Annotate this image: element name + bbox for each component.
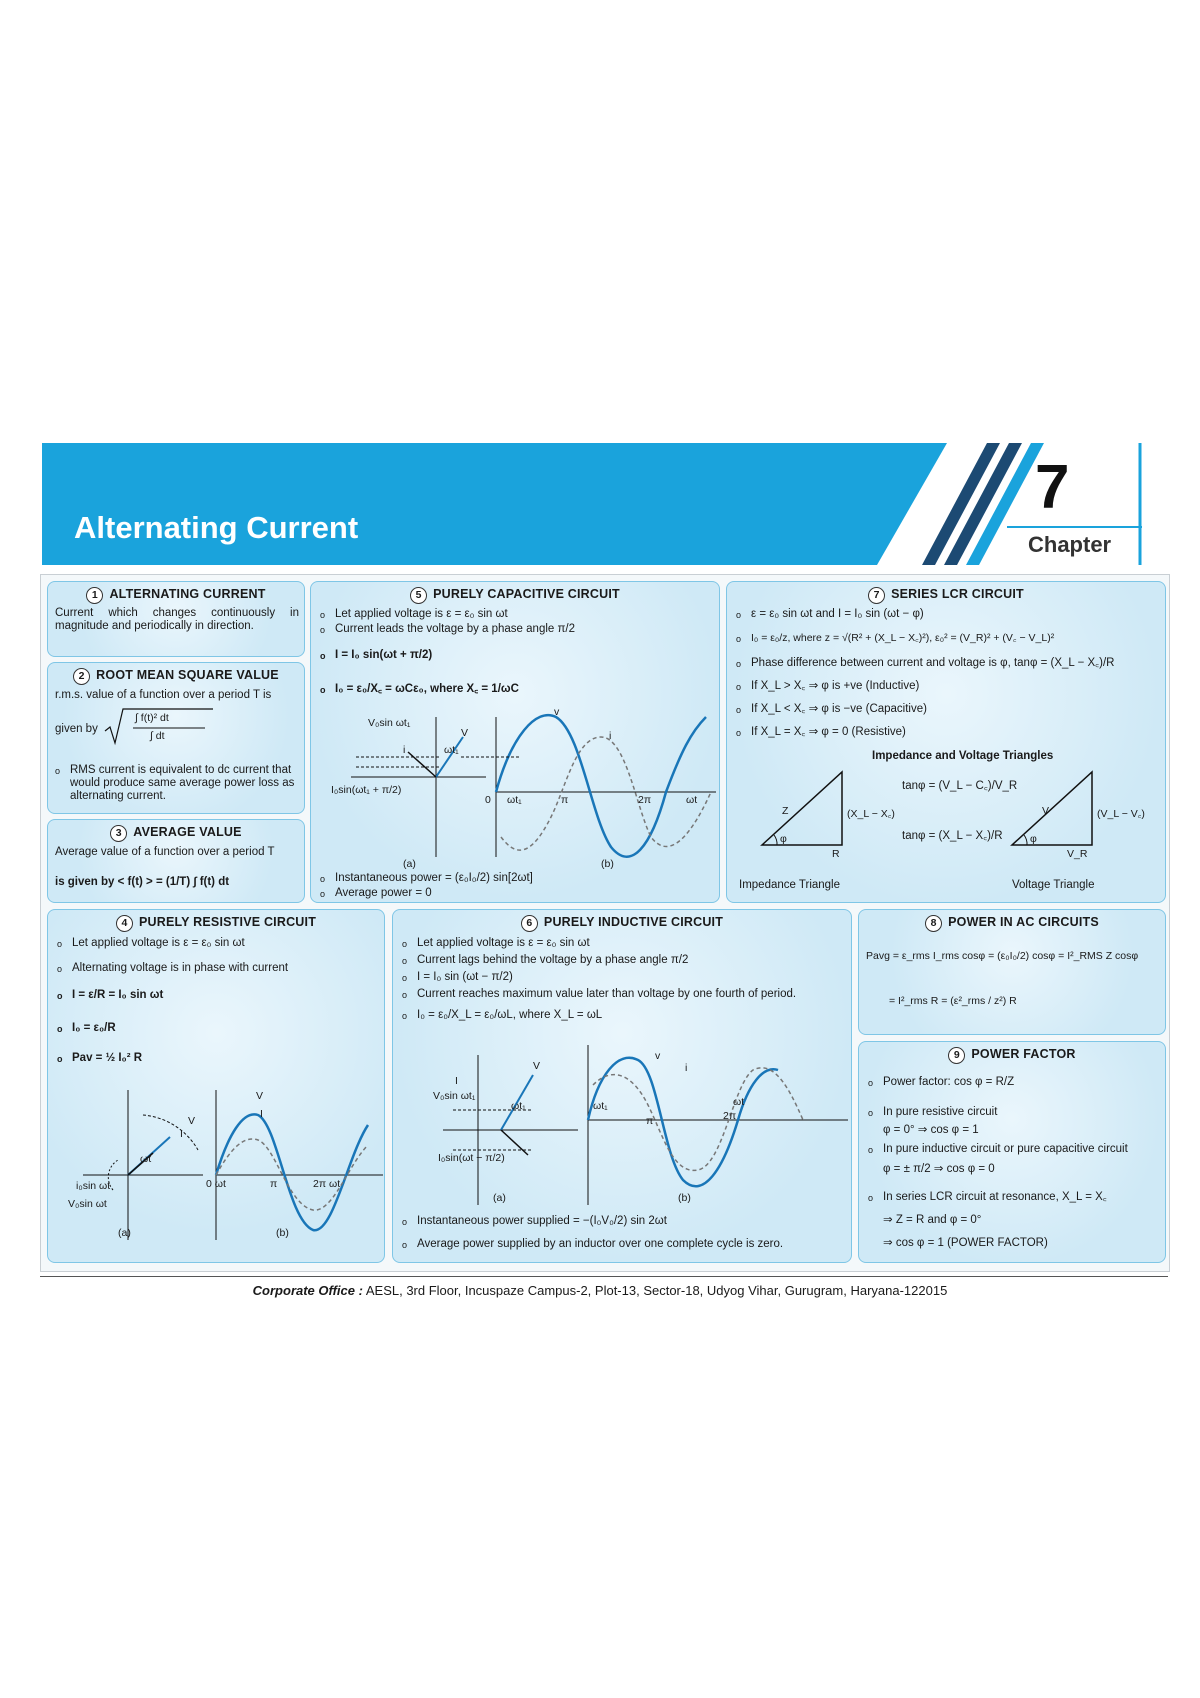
average-formula: is given by < f(t) > = (1/T) ∫ f(t) dt <box>55 876 230 888</box>
section-heading: 4 PURELY RESISTIVE CIRCUIT <box>48 915 384 932</box>
cap-label-b: (b) <box>601 858 614 870</box>
section-heading: 1 ALTERNATING CURRENT <box>48 587 304 604</box>
cap-bullet-5: o Instantaneous power = (ε₀I₀/2) sin[2ωt] <box>335 872 533 885</box>
cap-label-vsin: V₀sin ωt₁ <box>368 717 411 729</box>
cap-label-v: V <box>461 727 469 739</box>
footer-label: Corporate Office : <box>252 1283 363 1298</box>
ind-label-a: (a) <box>493 1192 506 1204</box>
section-alternating-current <box>47 581 305 657</box>
rms-bullet: o RMS current is equivalent to dc current that would produce same average power loss as alternating current. <box>70 764 298 803</box>
section-rms-value <box>47 662 305 814</box>
footer-divider <box>40 1276 1168 1277</box>
cap-bullet-3: o I = I₀ sin(ωt + π/2) <box>335 649 432 662</box>
section-series-lcr <box>726 581 1166 903</box>
tri-vlvc: (V_L − V꜀) <box>1097 808 1145 820</box>
cap-label-a: (a) <box>403 858 416 870</box>
chapter-number: 7 <box>1035 453 1070 522</box>
section-resistive-circuit <box>47 909 385 1263</box>
res-bullet-4: o I₀ = ε₀/R <box>72 1022 116 1035</box>
power-formula-1: Pavg = ε_rms I_rms cosφ = (ε₀I₀/2) cosφ = I²_RMS Z cosφ <box>866 950 1139 962</box>
res-label-i1: I <box>260 1108 263 1120</box>
section-heading: 8 POWER IN AC CIRCUITS <box>859 915 1165 932</box>
lcr-bullet-4: o If X_L > X꜀ ⇒ φ is +ve (Inductive) <box>751 680 919 693</box>
ind-label-arrow-i: I <box>455 1075 458 1087</box>
section-capacitive-circuit <box>310 581 720 903</box>
section-heading: 3 AVERAGE VALUE <box>48 825 304 842</box>
lcr-bullet-6: o If X_L = X꜀ ⇒ φ = 0 (Resistive) <box>751 726 906 739</box>
ind-label-wt: ωt <box>733 1096 745 1108</box>
cap-label-zero: 0 <box>485 794 491 806</box>
res-label-i0sin: i₀sin ωt <box>76 1180 111 1192</box>
rms-numerator: ∫ f(t)² dt <box>135 712 169 724</box>
power-formula-2: = I²_rms R = (ε²_rms / z²) R <box>889 995 1017 1007</box>
rms-denominator: ∫ dt <box>150 730 165 742</box>
lcr-bullet-2: o I₀ = ε₀/z, where z = √(R² + (X_L − X꜀)²), ε₀² = (V_R)² + (V꜀ − V_L)² <box>751 632 1054 645</box>
res-label-v1: V <box>256 1090 264 1102</box>
pf-bullet-4a: ⇒ Z = R and φ = 0° <box>883 1214 982 1226</box>
section-power-factor <box>858 1041 1166 1263</box>
section-heading: 9 POWER FACTOR <box>859 1047 1165 1064</box>
ind-label-v: v <box>655 1050 661 1062</box>
ind-bullet-5: o I₀ = ε₀/X_L = ε₀/ωL, where X_L = ωL <box>417 1009 602 1022</box>
lcr-tan-1: tanφ = (V_L − C꜀)/V_R <box>902 780 1018 792</box>
res-label-pi: π <box>270 1178 278 1190</box>
cap-label-wt1: ωt₁ <box>444 744 459 756</box>
res-label-i2: I <box>180 1128 183 1140</box>
voltage-triangle-label: Voltage Triangle <box>1012 879 1095 891</box>
tri-vr: V_R <box>1067 848 1088 860</box>
cap-bullet-2: o Current leads the voltage by a phase angle π/2 <box>335 623 575 636</box>
section-power-ac <box>858 909 1166 1035</box>
ind-label-isin: I₀sin(ωt − π/2) <box>438 1152 505 1164</box>
res-bullet-5: o Pav = ½ I₀² R <box>72 1052 142 1065</box>
ind-label-wt1b: ωt₁ <box>593 1100 608 1112</box>
rms-definition: r.m.s. value of a function over a period T is <box>55 689 272 701</box>
pf-bullet-2a: φ = 0° ⇒ cos φ = 1 <box>883 1124 979 1136</box>
pf-bullet-3: o In pure inductive circuit or pure capacitive circuit <box>883 1143 1128 1156</box>
ind-bullet-2: o Current lags behind the voltage by a phase angle π/2 <box>417 954 688 967</box>
resistive-diagram <box>48 1075 385 1245</box>
cap-label-wt: ωt <box>686 794 698 806</box>
rms-given-by: given by <box>55 723 98 735</box>
tri-z: Z <box>782 805 789 817</box>
res-label-a: (a) <box>118 1227 131 1239</box>
chapter-label: Chapter <box>1028 532 1112 557</box>
res-label-v0sin: V₀sin ωt <box>68 1198 107 1210</box>
cap-label-i: i <box>403 744 406 756</box>
ind-bullet-3: o I = I₀ sin (ωt − π/2) <box>417 971 513 984</box>
tri-xlxc: (X_L − X꜀) <box>847 808 895 820</box>
cap-label-wt1b: ωt₁ <box>507 794 522 806</box>
ind-label-2pi: 2π <box>723 1110 737 1122</box>
cap-label-pi: π <box>561 794 569 806</box>
ind-label-i: i <box>685 1062 688 1074</box>
section-heading: 5 PURELY CAPACITIVE CIRCUIT <box>311 587 719 604</box>
lcr-bullet-1: o ε = ε₀ sin ωt and I = I₀ sin (ωt − φ) <box>751 608 924 621</box>
cap-bullet-4: o I₀ = ε₀/X꜀ = ωCε₀, where X꜀ = 1/ωC <box>335 683 519 696</box>
ind-bullet-1: o Let applied voltage is ε = ε₀ sin ωt <box>417 937 590 950</box>
res-label-wt: ωt <box>140 1153 152 1165</box>
cap-bullet-1: o Let applied voltage is ε = ε₀ sin ωt <box>335 608 508 621</box>
ind-label-b: (b) <box>678 1192 691 1204</box>
pf-bullet-3a: φ = ± π/2 ⇒ cos φ = 0 <box>883 1163 995 1175</box>
res-label-b: (b) <box>276 1227 289 1239</box>
res-bullet-1: o Let applied voltage is ε = ε₀ sin ωt <box>72 937 245 950</box>
res-bullet-2: o Alternating voltage is in phase with current <box>72 962 288 975</box>
section-heading: 2 ROOT MEAN SQUARE VALUE <box>48 668 304 685</box>
ind-label-pi: π <box>646 1115 654 1127</box>
lcr-triangles-heading: Impedance and Voltage Triangles <box>872 750 1054 762</box>
section-heading: 6 PURELY INDUCTIVE CIRCUIT <box>393 915 851 932</box>
ind-label-wt1: ωt₁ <box>511 1100 526 1112</box>
ind-bullet-4: o Current reaches maximum value later than voltage by one fourth of period. <box>417 988 796 1001</box>
res-bullet-3: o I = ε/R = I₀ sin ωt <box>72 989 163 1002</box>
tri-phi2: φ <box>1030 833 1037 845</box>
section-inductive-circuit <box>392 909 852 1263</box>
section-text: Current which changes continuously in magnitude and periodically in direction. <box>55 607 299 632</box>
section-heading: 7 SERIES LCR CIRCUIT <box>727 587 1165 604</box>
pf-bullet-4: o In series LCR circuit at resonance, X_L = X꜀ <box>883 1191 1107 1204</box>
ind-bullet-7: o Average power supplied by an inductor over one complete cycle is zero. <box>417 1238 783 1251</box>
impedance-triangle-label: Impedance Triangle <box>739 879 841 891</box>
cap-label-2pi: 2π <box>638 794 652 806</box>
cap-label-i2: i <box>609 730 612 742</box>
chapter-banner <box>42 443 1142 565</box>
pf-bullet-1: o Power factor: cos φ = R/Z <box>883 1076 1014 1089</box>
ind-bullet-6: o Instantaneous power supplied = −(I₀V₀/2) sin 2ωt <box>417 1215 667 1228</box>
chapter-title: Alternating Current <box>74 510 359 545</box>
ind-label-arrow-v: V <box>533 1060 541 1072</box>
pf-bullet-2: o In pure resistive circuit <box>883 1106 997 1119</box>
cap-bullet-6: o Average power = 0 <box>335 887 432 900</box>
footer-address: AESL, 3rd Floor, Incuspaze Campus-2, Plot-13, Sector-18, Udyog Vihar, Gurugram, Haryana-122015 <box>362 1283 948 1298</box>
lcr-bullet-3: o Phase difference between current and voltage is φ, tanφ = (X_L − X꜀)/R <box>751 657 1114 670</box>
res-label-zero: 0 ωt <box>206 1178 226 1190</box>
lcr-bullet-5: o If X_L < X꜀ ⇒ φ is −ve (Capacitive) <box>751 703 927 716</box>
footer <box>0 1283 1200 1298</box>
tri-v: V <box>1042 805 1050 817</box>
tri-phi: φ <box>780 833 787 845</box>
cap-label-isin: I₀sin(ωt₁ + π/2) <box>331 784 402 796</box>
res-label-2pi: 2π ωt <box>313 1178 341 1190</box>
average-definition: Average value of a function over a period T <box>55 846 275 858</box>
cap-label-v2: v <box>554 706 560 718</box>
tri-r: R <box>832 848 840 860</box>
ind-label-vsin: V₀sin ωt₁ <box>433 1090 476 1102</box>
section-average-value <box>47 819 305 903</box>
lcr-tan-2: tanφ = (X_L − X꜀)/R <box>902 830 1003 842</box>
pf-bullet-4b: ⇒ cos φ = 1 (POWER FACTOR) <box>883 1237 1048 1249</box>
res-label-v2: V <box>188 1115 196 1127</box>
inductive-diagram <box>393 1025 852 1215</box>
